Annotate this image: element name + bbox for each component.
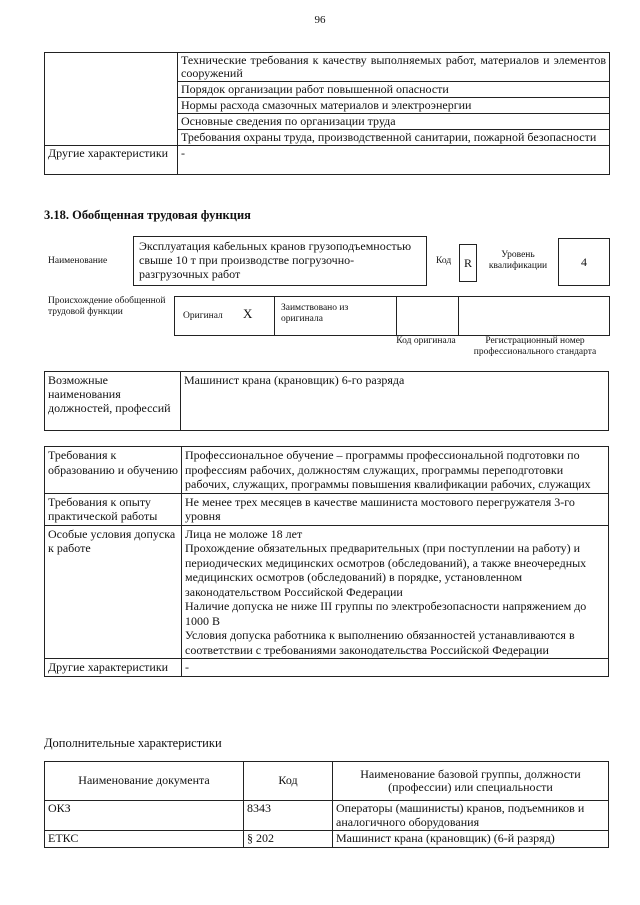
knowledge-item: Требования охраны труда, производственной санитарии, пожарной безопасности [178, 130, 610, 146]
empty-label-cell [45, 53, 178, 146]
header-cell: Наименование базовой группы, должности (профессии) или специальности [333, 762, 609, 801]
group-name-cell: Машинист крана (крановщик) (6-й разряд) [333, 831, 609, 848]
divider [458, 297, 459, 335]
group-name-cell: Операторы (машинисты) кранов, подъемников и аналогичного оборудования [333, 801, 609, 831]
function-name-value: Эксплуатация кабельных кранов грузоподъемностью свыше 10 т при производстве погрузочно-разгрузочных работ [133, 236, 427, 286]
table-row [45, 801, 609, 831]
doc-name-cell: ЕТКС [45, 831, 244, 848]
divider [274, 297, 275, 335]
requirement-line: Лица не моложе 18 лет [185, 526, 303, 541]
knowledge-item: Нормы расхода смазочных материалов и электроэнергии [178, 98, 610, 114]
requirement-value: Не менее трех месяцев в качестве машиниста мостового перегружателя 3-го уровня [182, 493, 609, 525]
requirements-table [44, 446, 609, 677]
section-title: 3.18. Обобщенная трудовая функция [44, 208, 251, 222]
code-cell: § 202 [244, 831, 333, 848]
requirement-value: Профессиональное обучение – программы профессиональной подготовки по профессиям рабочих, должностям служащих, программы переподготовки рабочих, служащих, программы повышения квалификации рабочих, служащих [182, 447, 609, 494]
table-header-row [45, 762, 609, 801]
name-label: Наименование [48, 256, 108, 266]
divider [396, 297, 397, 335]
origin-grid [174, 296, 610, 336]
requirement-label: Особые условия допуска к работе [45, 525, 182, 659]
requirement-line: Прохождение обязательных предварительных (при поступлении на работу) и периодических медицинских осмотров (обследований), а также внеочередных медицинских осмотров (обследований) в порядке, установленном законодательством Российской Федерации [185, 541, 587, 599]
header-cell: Код [244, 762, 333, 801]
other-characteristics-value: - [178, 146, 610, 175]
requirement-line: Наличие допуска не ниже III группы по электробезопасности напряжением до 1000 В [185, 599, 587, 628]
reg-number-caption: Регистрационный номер профессионального стандарта [473, 336, 597, 357]
original-label: Оригинал [183, 311, 223, 321]
additional-table [44, 761, 609, 848]
knowledge-item: Основные сведения по организации труда [178, 114, 610, 130]
table-row [45, 146, 610, 175]
table-row [45, 372, 609, 431]
other-characteristics-label: Другие характеристики [45, 146, 178, 175]
page-number: 96 [314, 14, 326, 26]
knowledge-item: Порядок организации работ повышенной опасности [178, 82, 610, 98]
doc-name-cell: ОКЗ [45, 801, 244, 831]
requirement-label: Требования к образованию и обучению [45, 447, 182, 494]
knowledge-item: Технические требования к качеству выполняемых работ, материалов и элементов сооружений [178, 53, 610, 82]
table-row [45, 525, 609, 659]
table-row [45, 493, 609, 525]
level-label: Уровень квалификации [488, 250, 548, 271]
header-cell: Наименование документа [45, 762, 244, 801]
requirement-value [182, 525, 609, 659]
origin-label: Происхождение обобщенной трудовой функции [48, 296, 166, 317]
knowledge-table [44, 52, 610, 175]
code-value: R [459, 244, 477, 282]
table-row [45, 53, 610, 82]
code-cell: 8343 [244, 801, 333, 831]
code-original-caption: Код оригинала [396, 336, 456, 346]
table-row [45, 831, 609, 848]
positions-value: Машинист крана (крановщик) 6-го разряда [181, 372, 609, 431]
additional-title: Дополнительные характеристики [44, 736, 222, 750]
table-row [45, 659, 609, 677]
positions-label: Возможные наименования должностей, профессий [45, 372, 181, 431]
requirement-line: Условия допуска работника к выполнению обязанностей устанавливаются в соответствии с требованиями законодательства Российской Федерации [185, 628, 575, 657]
code-label: Код [436, 256, 452, 266]
requirement-value: - [182, 659, 609, 677]
positions-table [44, 371, 609, 431]
borrowed-label: Заимствовано из оригинала [281, 303, 349, 324]
level-value: 4 [558, 238, 610, 286]
table-row [45, 447, 609, 494]
original-mark: X [243, 306, 253, 321]
requirement-label: Другие характеристики [45, 659, 182, 677]
requirement-label: Требования к опыту практической работы [45, 493, 182, 525]
